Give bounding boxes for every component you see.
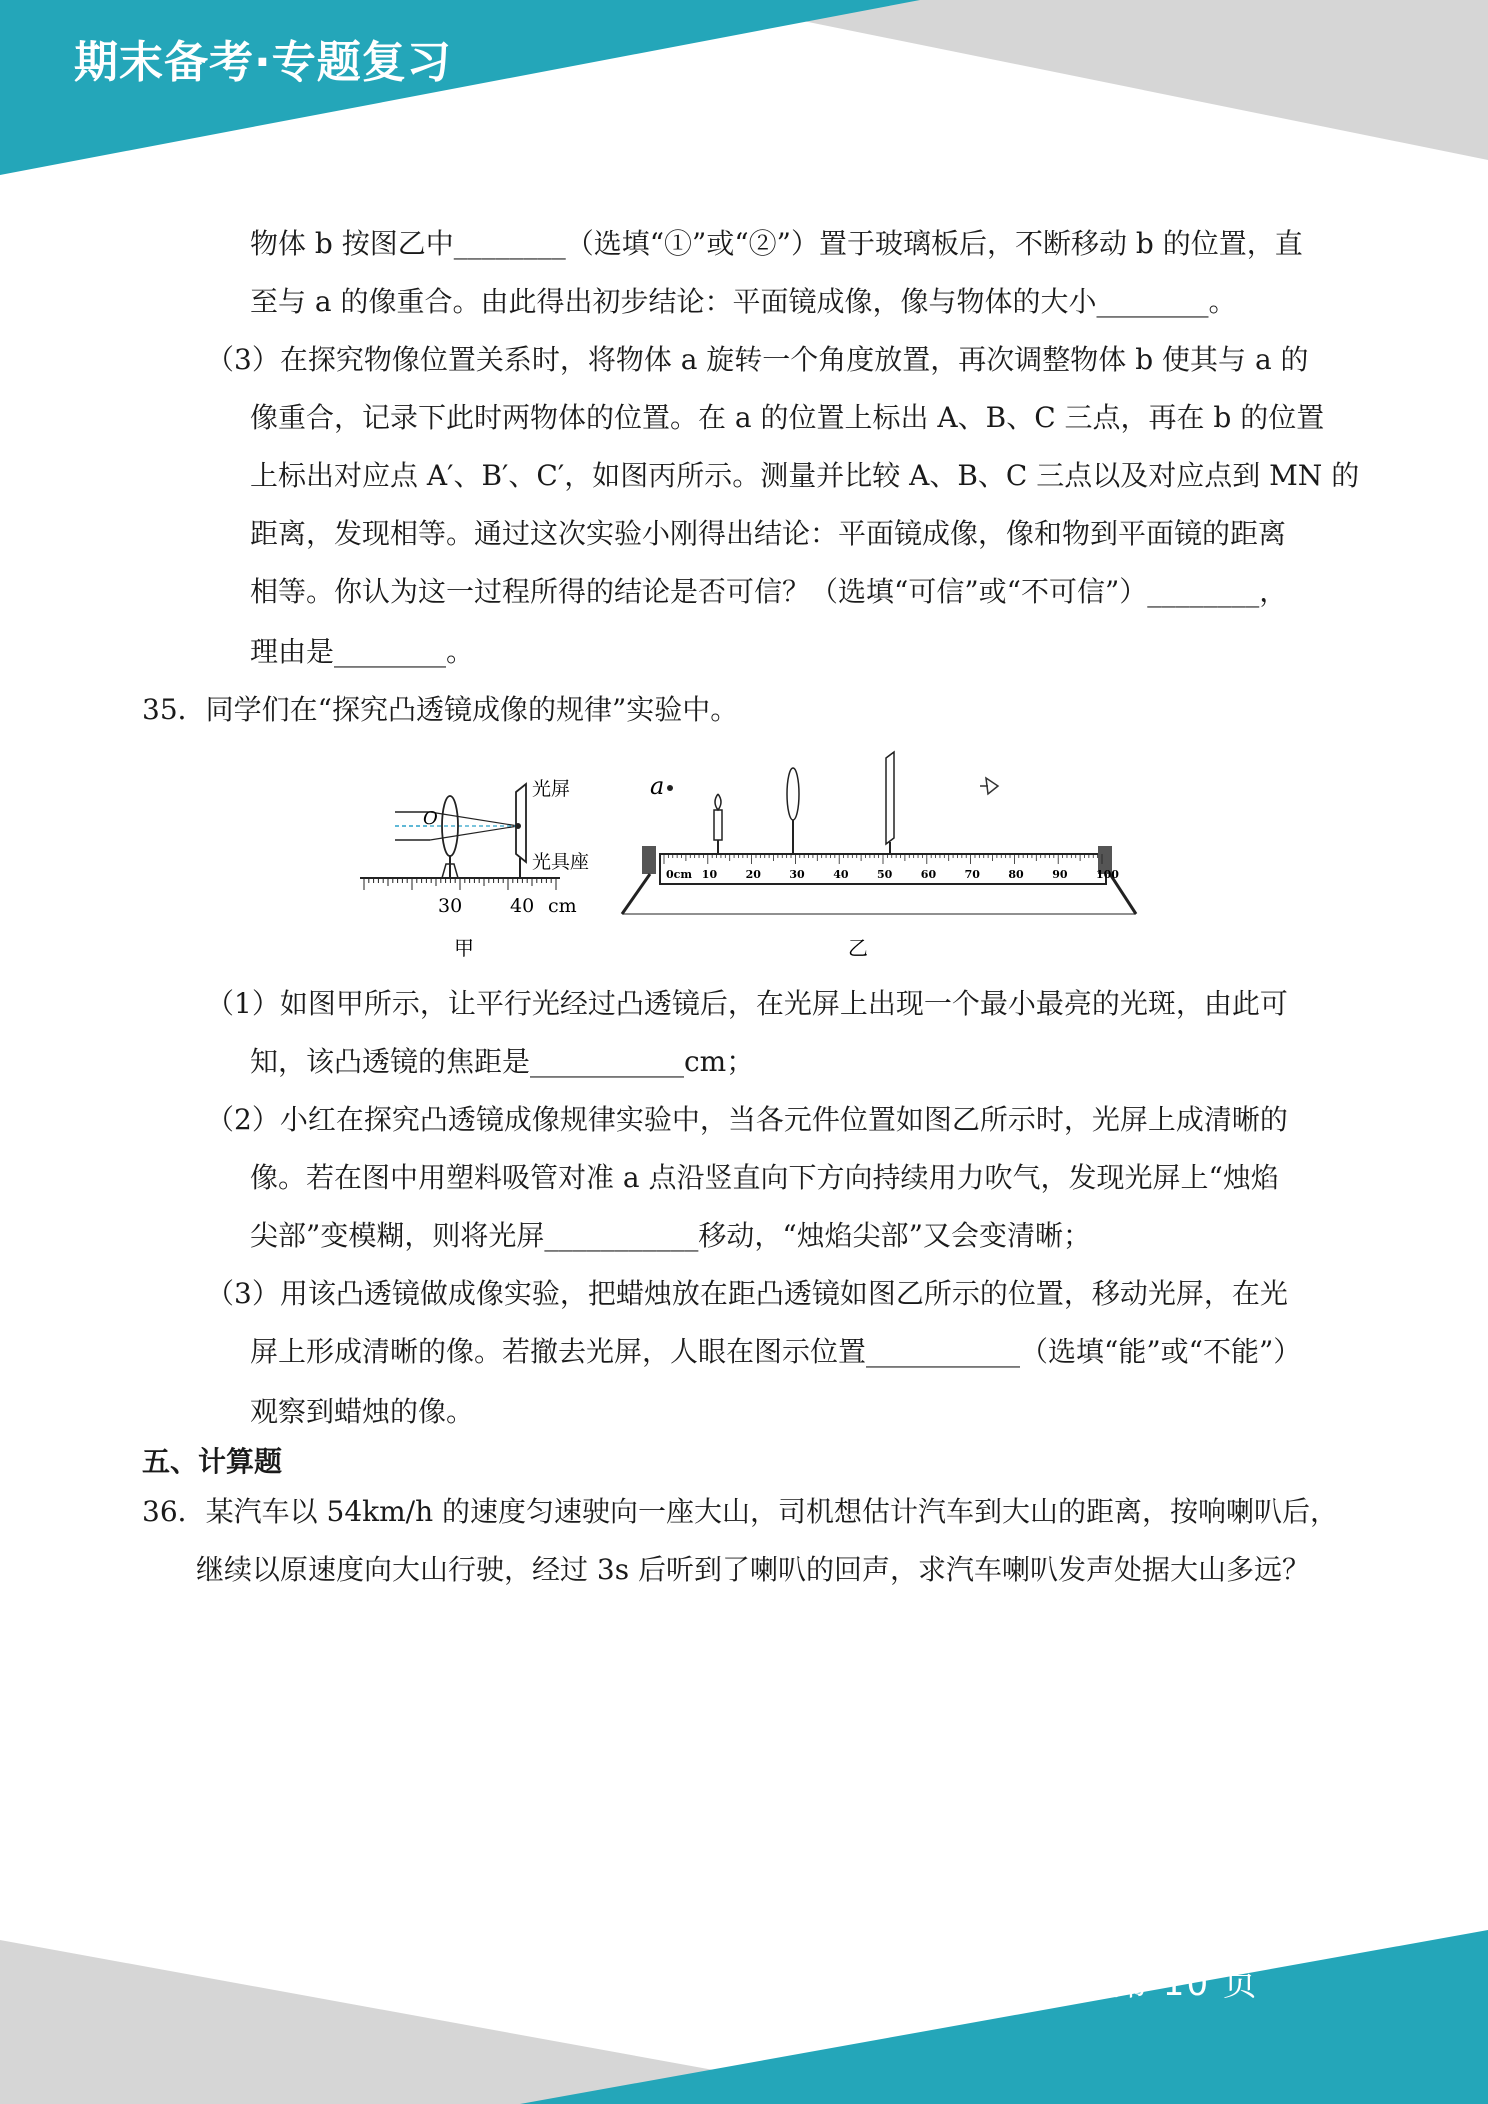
scale-label: 80 [1008, 868, 1024, 881]
bench-leg [622, 874, 650, 914]
eye-icon [980, 778, 998, 794]
scale-label: 30 [789, 868, 805, 881]
text-line: 观察到蜡烛的像。 [250, 1395, 475, 1428]
scale-label: 90 [1052, 868, 1068, 881]
optics-figure [350, 750, 1140, 970]
text-line: 像重合，记录下此时两物体的位置。在 a 的位置上标出 A、B、C 三点，再在 b 的位置 [250, 401, 1325, 434]
header-title: 期末备考·专题复习 [74, 37, 452, 88]
question-35: 35．同学们在“探究凸透镜成像的规律”实验中。 [142, 693, 739, 726]
text-line: 至与 a 的像重合。由此得出初步结论：平面镜成像，像与物体的大小________。 [250, 285, 1237, 318]
point-a-label: a [650, 772, 665, 800]
scale-label: 70 [964, 868, 980, 881]
text-line: 继续以原速度向大山行驶，经过 3s 后听到了喇叭的回声，求汽车喇叭发声处据大山多远？ [196, 1553, 1310, 1586]
base-label: 光具座 [532, 851, 590, 873]
scale-label: 0cm [666, 868, 692, 881]
text-line: 屏上形成清晰的像。若撤去光屏，人眼在图示位置___________（选填“能”或“不能”） [250, 1335, 1302, 1368]
caption-yi: 乙 [848, 936, 868, 960]
text-line: 物体 b 按图乙中________（选填“①”或“②”）置于玻璃板后，不断移动 b 的位置，直 [250, 227, 1303, 260]
unit-label: cm [548, 895, 577, 917]
text-line: 距离，发现相等。通过这次实验小刚得出结论：平面镜成像，像和物到平面镜的距离 [250, 517, 1287, 550]
text-line: 尖部”变模糊，则将光屏___________移动，“烛焰尖部”又会变清晰； [250, 1219, 1091, 1252]
text-line: 知，该凸透镜的焦距是___________cm； [250, 1045, 755, 1078]
figure-jia [360, 778, 589, 960]
scale-label: 60 [920, 868, 937, 881]
text-line: 上标出对应点 A′、B′、C′，如图丙所示。测量并比较 A、B、C 三点以及对应点到 MN 的 [250, 459, 1360, 492]
figure-yi [622, 752, 1136, 960]
scale-label: 40 [833, 868, 849, 881]
light-screen [886, 752, 894, 844]
question-36: 36．某汽车以 54km/h 的速度匀速驶向一座大山，司机想估计汽车到大山的距离，按响喇叭后， [142, 1495, 1339, 1528]
caption-jia: 甲 [454, 936, 474, 960]
page-number: 第 10 页 [1114, 1964, 1259, 2004]
lens-center-label: O [423, 808, 438, 829]
text-line: 理由是________。 [250, 635, 475, 668]
scale-label: 10 [701, 868, 718, 881]
convex-lens [787, 768, 799, 820]
tick-label: 30 [438, 895, 463, 917]
text-line: 相等。你认为这一过程所得的结论是否可信？（选填“可信”或“不可信”）________， [250, 575, 1288, 608]
point-a [667, 785, 673, 791]
section-title: 五、计算题 [142, 1445, 283, 1478]
scale-label: 100 [1096, 868, 1119, 881]
light-spot [515, 823, 521, 829]
tick-label: 40 [510, 895, 535, 917]
scale-label: 50 [877, 868, 893, 881]
scale-label: 20 [745, 868, 761, 881]
candle-flame [715, 794, 721, 810]
screen-label: 光屏 [532, 778, 571, 800]
text-line: （2）小红在探究凸透镜成像规律实验中，当各元件位置如图乙所示时，光屏上成清晰的 [206, 1103, 1288, 1136]
light-screen [516, 784, 526, 862]
text-line: （1）如图甲所示，让平行光经过凸透镜后，在光屏上出现一个最小最亮的光斑，由此可 [206, 987, 1288, 1020]
text-line: 像。若在图中用塑料吸管对准 a 点沿竖直向下方向持续用力吹气，发现光屏上“烛焰 [250, 1161, 1279, 1194]
candle [714, 810, 722, 840]
text-line: （3）在探究物像位置关系时，将物体 a 旋转一个角度放置，再次调整物体 b 使其与 a 的 [206, 343, 1309, 376]
bench-end [642, 846, 656, 874]
jia-ticks [364, 878, 556, 890]
text-line: （3）用该凸透镜做成像实验，把蜡烛放在距凸透镜如图乙所示的位置，移动光屏，在光 [206, 1277, 1288, 1310]
